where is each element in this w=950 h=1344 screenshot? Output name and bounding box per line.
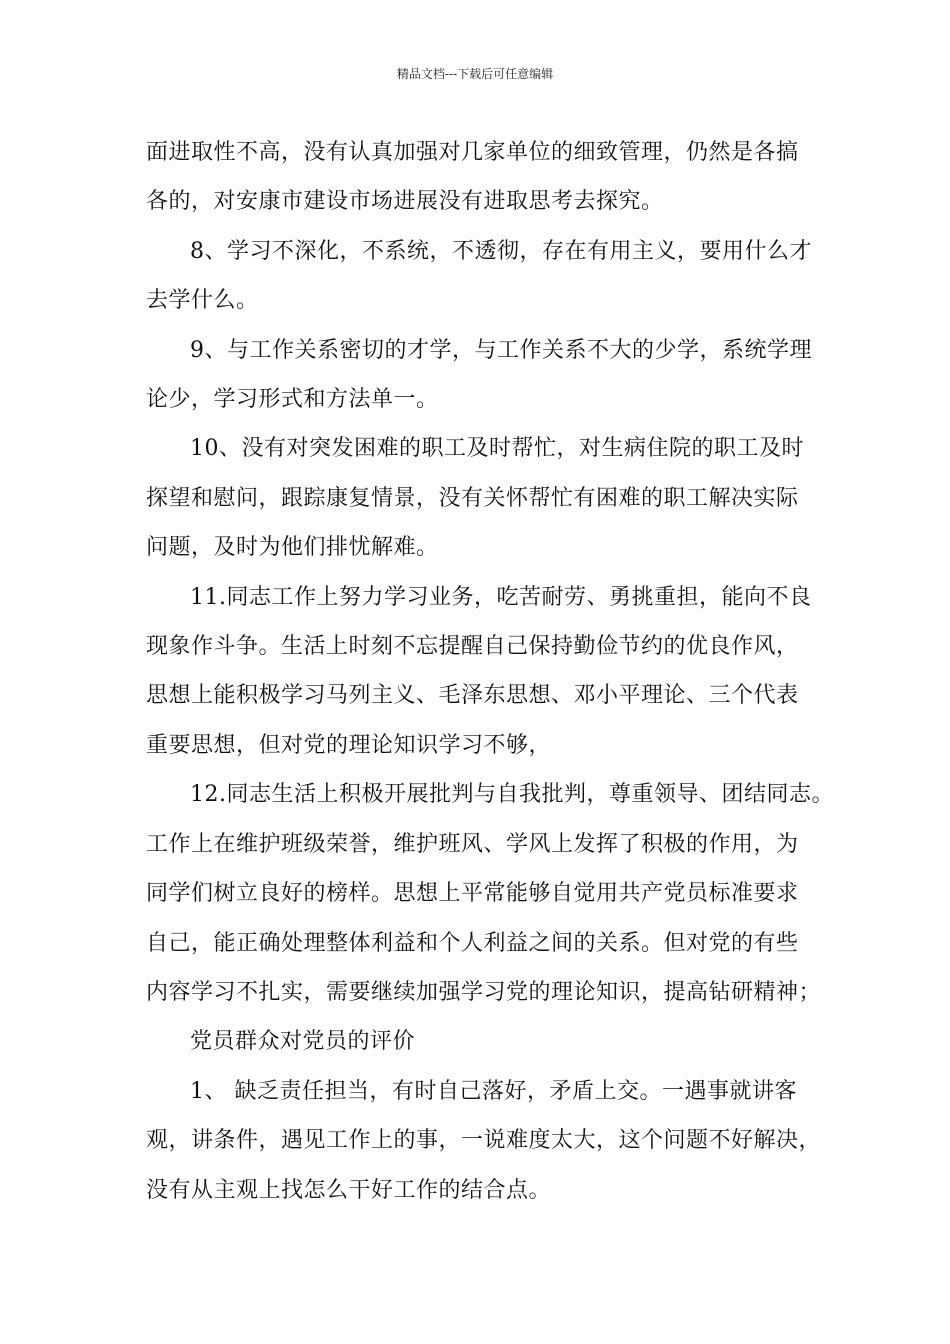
- section-heading-text: 党员群众对党员的评价: [190, 1029, 416, 1055]
- text-line: 观，讲条件，遇见工作上的事，一说难度太大，这个问题不好解决，: [146, 1128, 822, 1154]
- paragraph-item-10: [146, 424, 816, 572]
- text-line: 面进取性不高，没有认真加强对几家单位的细致管理，仍然是各搞: [146, 140, 799, 165]
- text-line: 9、与工作关系密切的才学，与工作关系不大的少学，系统学理: [190, 337, 812, 363]
- text-line: 各的，对安康市建设市场进展没有进取思考去探究。: [146, 189, 664, 215]
- text-line: 11.同志工作上努力学习业务，吃苦耐劳、勇挑重担，能向不良: [190, 584, 812, 610]
- paragraph-item-9: [146, 326, 816, 425]
- section-heading: [146, 1017, 816, 1066]
- text-line: 自己，能正确处理整体利益和个人利益之间的关系。但对党的有些: [146, 930, 799, 956]
- text-line: 现象作斗争。生活上时刻不忘提醒自己保持勤俭节约的优良作风，: [146, 634, 799, 660]
- text-line: 同学们树立良好的榜样。思想上平常能够自觉用共产党员标准要求: [146, 881, 799, 907]
- document-body: [146, 128, 834, 1215]
- paragraph-item-1: [146, 1067, 822, 1215]
- text-line: 10、没有对突发困难的职工及时帮忙，对生病住院的职工及时: [190, 436, 804, 462]
- text-line: 重要思想，但对党的理论知识学习不够，: [146, 732, 552, 758]
- text-line: 没有从主观上找怎么干好工作的结合点。: [146, 1177, 552, 1203]
- paragraph-continuation: [146, 128, 816, 227]
- text-line: 去学什么。: [146, 288, 259, 314]
- text-line: 问题，及时为他们排忧解难。: [146, 535, 439, 561]
- text-line: 1、 缺乏责任担当，有时自己落好，矛盾上交。一遇事就讲客: [190, 1078, 797, 1104]
- text-line: 12.同志生活上积极开展批判与自我批判，尊重领导、团结同志。: [190, 782, 834, 808]
- page-header: 精品文档---下载后可任意编辑: [396, 67, 554, 81]
- paragraph-item-12: [146, 770, 834, 1017]
- paragraph-item-8: [146, 227, 816, 326]
- paragraph-item-11: [146, 573, 816, 771]
- text-line: 探望和慰问，跟踪康复情景，没有关怀帮忙有困难的职工解决实际: [146, 485, 799, 511]
- text-line: 论少，学习形式和方法单一。: [146, 387, 439, 413]
- text-line: 思想上能积极学习马列主义、毛泽东思想、邓小平理论、三个代表: [146, 683, 799, 709]
- text-line: 内容学习不扎实，需要继续加强学习党的理论知识，提高钻研精神；: [146, 979, 822, 1005]
- text-line: 8、学习不深化，不系统，不透彻，存在有用主义，要用什么才: [190, 238, 812, 264]
- text-line: 工作上在维护班级荣誉，维护班风、学风上发挥了积极的作用，为: [146, 831, 799, 857]
